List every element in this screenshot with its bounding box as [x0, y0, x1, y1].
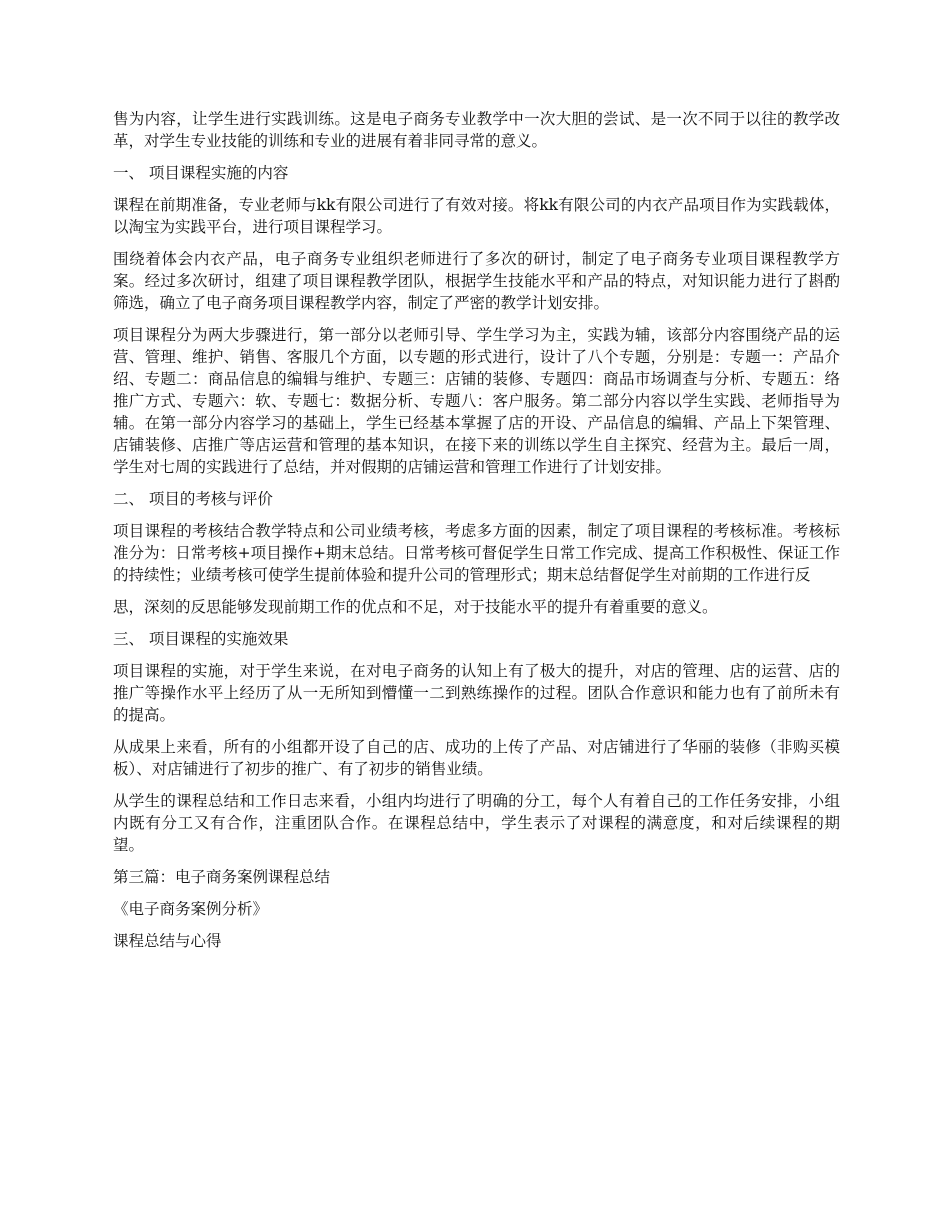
chapter-title: 第三篇：电子商务案例课程总结 [113, 868, 331, 886]
paragraph-project-steps: 项目课程分为两大步骤进行，第一部分以老师引导、学生学习为主，实践为辅，该部分内容围绕产品的运营、管理、维护、销售、客服几个方面，以专题的形式进行，设计了八个专题，分别是：专题一：产品介绍、专题二：商品信息的编辑与维护、专题三：店铺的装修、专题四：商品市场调查与分析、专题五：络推广方式、专题六：软、专题七：数据分析、专题八：客户服务。第二部分内容以学生实践、老师指导为辅。在第一部分内容学习的基础上，学生已经基本掌握了店的开设、产品信息的编辑、产品上下架管理、店铺装修、店推广等店运营和管理的基本知识，在接下来的训练以学生自主探究、经营为主。最后一周，学生对七周的实践进行了总结，并对假期的店铺运营和管理工作进行了计划安排。 [113, 326, 840, 476]
paragraph-intro-continued: 售为内容，让学生进行实践训练。这是电子商务专业教学中一次大胆的尝试、是一次不同于以往的教学改革，对学生专业技能的训练和专业的进展有着非同寻常的意义。 [113, 110, 840, 150]
paragraph-preparation: 课程在前期准备，专业老师与kk有限公司进行了有效对接。将kk有限公司的内衣产品项目作为实践载体，以淘宝为实践平台，进行项目课程学习。 [113, 196, 840, 236]
document-page [113, 108, 840, 962]
paragraph-effect: 项目课程的实施，对于学生来说，在对电子商务的认知上有了极大的提升，对店的管理、店的运营、店的推广等操作水平上经历了从一无所知到懵懂一二到熟练操作的过程。团队合作意识和能力也有了前所未有的提高。 [113, 662, 840, 724]
section-heading-3: 三、 项目课程的实施效果 [113, 630, 289, 648]
section-heading-2: 二、 项目的考核与评价 [113, 490, 273, 508]
paragraph-assessment: 项目课程的考核结合教学特点和公司业绩考核，考虑多方面的因素，制定了项目课程的考核标准。考核标准分为：日常考核+项目操作+期末总结。日常考核可督促学生日常工作完成、提高工作积极性、保证工作的持续性；业绩考核可使学生提前体验和提升公司的管理形式；期末总结督促学生对前期的工作进行反 [113, 522, 840, 584]
paragraph-summary: 从学生的课程总结和工作日志来看，小组内均进行了明确的分工，每个人有着自己的工作任务安排，小组内既有分工又有合作，注重团队合作。在课程总结中，学生表示了对课程的满意度，和对后续课程的期望。 [113, 792, 840, 854]
paragraph-reflection: 思，深刻的反思能够发现前期工作的优点和不足，对于技能水平的提升有着重要的意义。 [113, 598, 718, 616]
paragraph-teaching-plan: 围绕着体会内衣产品，电子商务专业组织老师进行了多次的研讨，制定了电子商务专业项目课程教学方案。经过多次研讨，组建了项目课程教学团队，根据学生技能水平和产品的特点，对知识能力进行了斟酌筛选，确立了电子商务项目课程教学内容，制定了严密的教学计划安排。 [113, 250, 840, 312]
section-heading-1: 一、 项目课程实施的内容 [113, 164, 289, 182]
paragraph-results: 从成果上来看，所有的小组都开设了自己的店、成功的上传了产品、对店铺进行了华丽的装修（非购买模板）、对店铺进行了初步的推广、有了初步的销售业绩。 [113, 738, 840, 778]
book-title: 《电子商务案例分析》 [113, 900, 269, 918]
subtitle: 课程总结与心得 [113, 932, 222, 950]
